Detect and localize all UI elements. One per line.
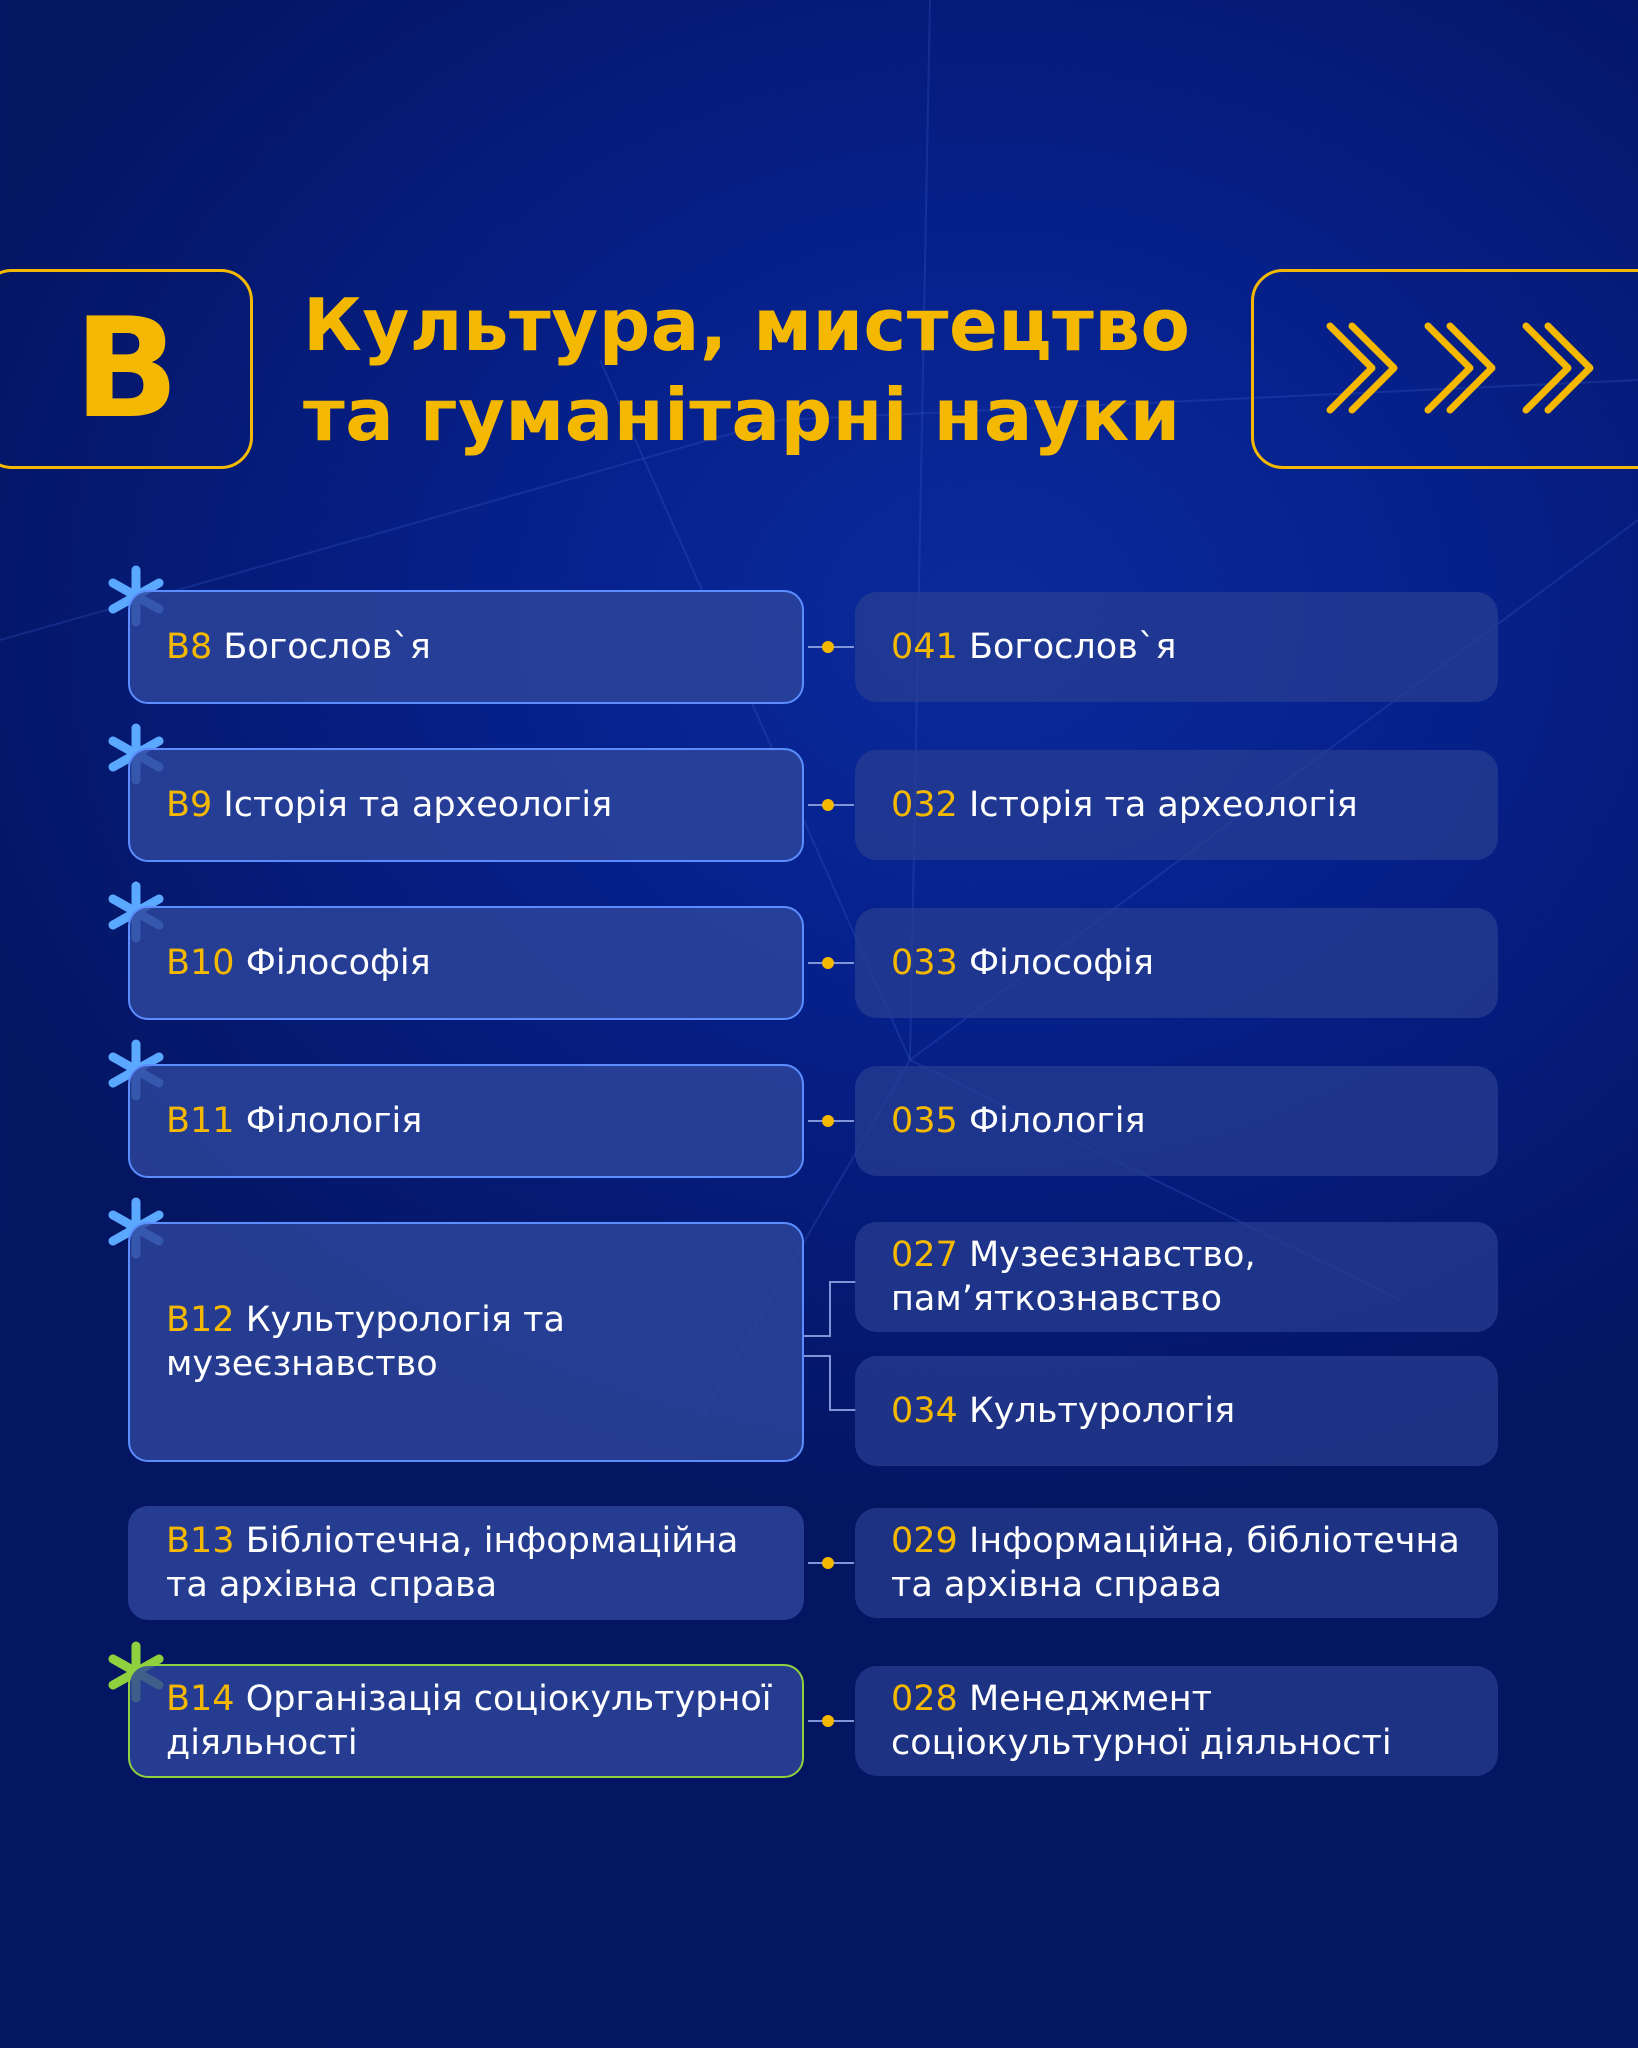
new-specialty-card bbox=[128, 590, 804, 704]
connector-dot bbox=[822, 799, 834, 811]
specialty-name: Філософія bbox=[968, 943, 1154, 983]
page-title bbox=[303, 280, 1203, 460]
specialty-name: Філологія bbox=[968, 1101, 1146, 1141]
title-line-1: Культура, мистецтво bbox=[303, 283, 1191, 367]
specialty-code: 035 bbox=[891, 1101, 958, 1141]
new-specialty-card bbox=[128, 1664, 804, 1778]
old-specialty-card bbox=[855, 1222, 1498, 1332]
specialty-code: 029 bbox=[891, 1521, 958, 1561]
specialty-code: B11 bbox=[166, 1101, 235, 1141]
new-specialty-card bbox=[128, 1064, 804, 1178]
old-specialty-card bbox=[855, 1066, 1498, 1176]
specialty-name: Організація соціокультурної діяльності bbox=[166, 1679, 772, 1763]
specialty-name: Культурологія bbox=[968, 1391, 1236, 1431]
old-specialty-card bbox=[855, 1666, 1498, 1776]
specialty-name: Інформаційна, бібліотечна та архівна справа bbox=[891, 1521, 1460, 1605]
specialty-name: Богослов`я bbox=[968, 627, 1177, 667]
specialty-code: 033 bbox=[891, 943, 958, 983]
triple-chevron-right-icon bbox=[1320, 318, 1610, 418]
title-line-2: та гуманітарні науки bbox=[303, 373, 1181, 457]
old-specialty-card bbox=[855, 592, 1498, 702]
specialty-code: B13 bbox=[166, 1521, 235, 1561]
bracket-connector bbox=[802, 1278, 862, 1414]
specialty-code: B12 bbox=[166, 1300, 235, 1340]
new-specialty-card bbox=[128, 748, 804, 862]
specialty-name: Богослов`я bbox=[223, 627, 431, 667]
specialty-code: 041 bbox=[891, 627, 958, 667]
specialty-name: Культурологія та музеєзнавство bbox=[166, 1300, 565, 1384]
old-specialty-card bbox=[855, 1356, 1498, 1466]
specialty-name: Історія та археологія bbox=[223, 785, 613, 825]
connector-dot bbox=[822, 1557, 834, 1569]
specialty-code: 028 bbox=[891, 1679, 958, 1719]
specialty-code: B14 bbox=[166, 1679, 235, 1719]
connector-dot bbox=[822, 1715, 834, 1727]
new-specialty-card bbox=[128, 1506, 804, 1620]
specialty-code: B9 bbox=[166, 785, 213, 825]
specialty-name: Менеджмент соціокультурної діяльності bbox=[891, 1679, 1392, 1763]
specialty-code: 034 bbox=[891, 1391, 958, 1431]
category-letter: B bbox=[73, 288, 180, 449]
connector-dot bbox=[822, 641, 834, 653]
new-specialty-card bbox=[128, 906, 804, 1020]
specialty-code: B10 bbox=[166, 943, 235, 983]
old-specialty-card bbox=[855, 750, 1498, 860]
specialty-name: Філософія bbox=[245, 943, 431, 983]
old-specialty-card bbox=[855, 908, 1498, 1018]
connector-dot bbox=[822, 957, 834, 969]
new-specialty-card bbox=[128, 1222, 804, 1462]
specialty-name: Бібліотечна, інформаційна та архівна справа bbox=[166, 1521, 739, 1605]
specialty-name: Історія та археологія bbox=[968, 785, 1358, 825]
specialty-name: Музеєзнавство, пам’яткознавство bbox=[891, 1235, 1256, 1319]
connector-dot bbox=[822, 1115, 834, 1127]
specialty-code: 027 bbox=[891, 1235, 958, 1275]
specialty-code: 032 bbox=[891, 785, 958, 825]
specialty-code: B8 bbox=[166, 627, 213, 667]
specialty-name: Філологія bbox=[245, 1101, 423, 1141]
old-specialty-card bbox=[855, 1508, 1498, 1618]
category-letter-box bbox=[0, 269, 253, 469]
